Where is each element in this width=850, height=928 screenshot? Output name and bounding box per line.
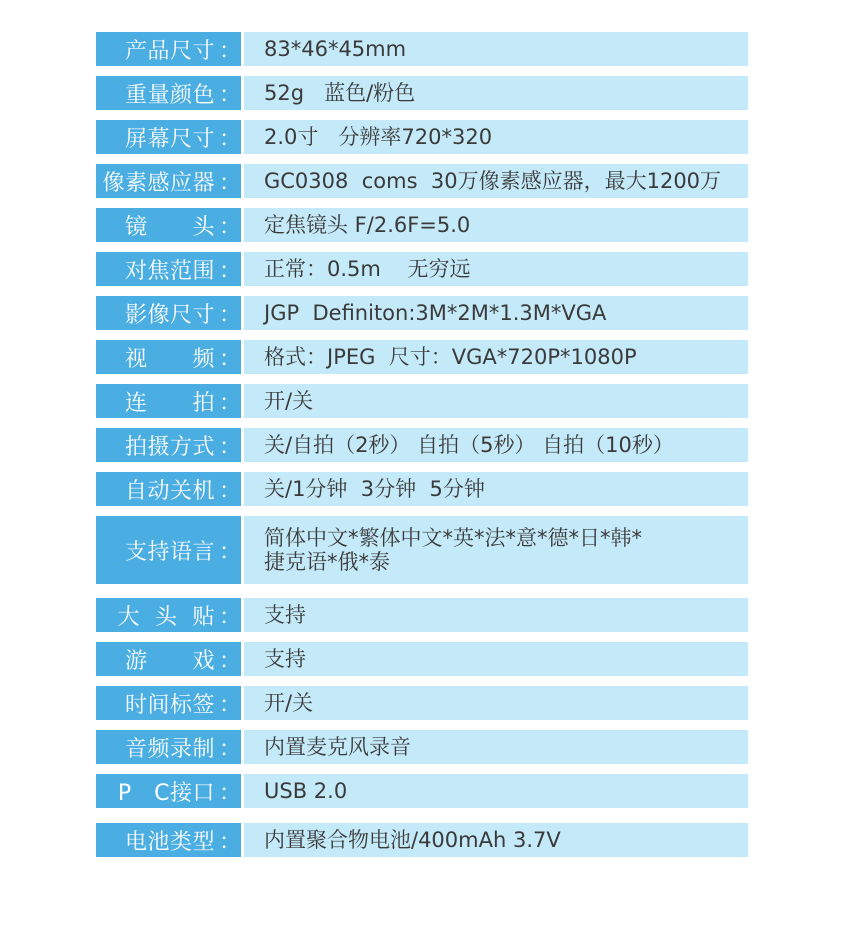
- spec-row: [96, 472, 748, 506]
- spec-label: [96, 516, 241, 584]
- spec-row: [96, 208, 748, 242]
- spec-row: [96, 516, 748, 584]
- spec-label-colon: ：: [219, 478, 242, 504]
- spec-label: [96, 76, 241, 110]
- spec-value: 开/关: [244, 686, 748, 720]
- spec-label-text: 时间标签: [124, 692, 215, 718]
- spec-label-text: 支持语言: [124, 539, 215, 565]
- spec-label: [96, 642, 241, 676]
- spec-label-text: 自动关机: [124, 478, 215, 504]
- spec-label-text: 拍摄方式: [124, 434, 215, 460]
- spec-row: [96, 598, 748, 632]
- spec-label: [96, 164, 241, 198]
- spec-row: [96, 730, 748, 764]
- spec-label-text: 连 拍: [125, 390, 215, 416]
- spec-label-text: 产品尺寸: [124, 38, 215, 64]
- spec-label-colon: ：: [219, 258, 242, 284]
- spec-value: USB 2.0: [244, 774, 748, 808]
- spec-row: [96, 384, 748, 418]
- spec-label-colon: ：: [219, 692, 242, 718]
- spec-value: 83*46*45mm: [244, 32, 748, 66]
- spec-label: [96, 296, 241, 330]
- spec-row: [96, 120, 748, 154]
- spec-label-text: 音频录制: [124, 736, 215, 762]
- spec-label-text: P C接口: [117, 780, 215, 806]
- spec-label: [96, 686, 241, 720]
- spec-value: 内置麦克风录音: [244, 730, 748, 764]
- spec-label-text: 对焦范围: [124, 258, 215, 284]
- spec-value: 格式：JPEG 尺寸：VGA*720P*1080P: [244, 340, 748, 374]
- spec-label-colon: ：: [219, 736, 242, 762]
- spec-value: 2.0寸 分辨率720*320: [244, 120, 748, 154]
- spec-label: [96, 598, 241, 632]
- spec-label-colon: ：: [219, 434, 242, 460]
- spec-row: [96, 340, 748, 374]
- spec-label: [96, 428, 241, 462]
- spec-label-colon: ：: [219, 829, 242, 855]
- spec-row: [96, 76, 748, 110]
- spec-row: [96, 774, 748, 808]
- spec-label-colon: ：: [219, 539, 242, 565]
- spec-label: [96, 32, 241, 66]
- spec-value: 关/1分钟 3分钟 5分钟: [244, 472, 748, 506]
- spec-label-text: 镜 头: [125, 214, 215, 240]
- spec-label: [96, 252, 241, 286]
- spec-value: GC0308 coms 30万像素感应器，最大1200万: [244, 164, 748, 198]
- spec-value: 内置聚合物电池/400mAh 3.7V: [244, 823, 748, 857]
- spec-label-colon: ：: [219, 170, 242, 196]
- spec-label: [96, 208, 241, 242]
- spec-value: 支持: [244, 642, 748, 676]
- spec-value: 简体中文*繁体中文*英*法*意*德*日*韩* 捷克语*俄*泰: [244, 516, 748, 584]
- spec-label-text: 重量颜色: [124, 82, 215, 108]
- spec-label-colon: ：: [219, 346, 242, 372]
- spec-label: [96, 472, 241, 506]
- spec-row: [96, 428, 748, 462]
- spec-label: [96, 120, 241, 154]
- spec-label-colon: ：: [219, 302, 242, 328]
- spec-label-colon: ：: [219, 648, 242, 674]
- spec-label-text: 影像尺寸: [124, 302, 215, 328]
- spec-row: [96, 252, 748, 286]
- spec-label-colon: ：: [219, 126, 242, 152]
- spec-value: 52g 蓝色/粉色: [244, 76, 748, 110]
- spec-row: [96, 32, 748, 66]
- spec-value: 定焦镜头 F/2.6F=5.0: [244, 208, 748, 242]
- spec-label: [96, 823, 241, 857]
- spec-label-text: 屏幕尺寸: [124, 126, 215, 152]
- spec-label-text: 游 戏: [125, 648, 215, 674]
- spec-label: [96, 730, 241, 764]
- spec-label-text: 电池类型: [124, 829, 215, 855]
- spec-label-colon: ：: [219, 604, 242, 630]
- spec-label-colon: ：: [219, 390, 242, 416]
- spec-label-text: 大 头 贴: [117, 604, 215, 630]
- spec-label-text: 像素感应器: [102, 170, 215, 196]
- spec-label: [96, 340, 241, 374]
- spec-row: [96, 686, 748, 720]
- spec-label-colon: ：: [219, 214, 242, 240]
- spec-row: [96, 642, 748, 676]
- spec-value: 支持: [244, 598, 748, 632]
- spec-row: [96, 296, 748, 330]
- spec-value: JGP Definiton:3M*2M*1.3M*VGA: [244, 296, 748, 330]
- spec-label-text: 视 频: [125, 346, 215, 372]
- spec-label: [96, 384, 241, 418]
- spec-value: 正常：0.5m 无穷远: [244, 252, 748, 286]
- spec-value: 开/关: [244, 384, 748, 418]
- spec-row: [96, 164, 748, 198]
- spec-label-colon: ：: [219, 82, 242, 108]
- spec-label-colon: ：: [219, 780, 242, 806]
- spec-value: 关/自拍（2秒） 自拍（5秒） 自拍（10秒）: [244, 428, 748, 462]
- spec-label: [96, 774, 241, 808]
- spec-label-colon: ：: [219, 38, 242, 64]
- spec-row: [96, 823, 748, 857]
